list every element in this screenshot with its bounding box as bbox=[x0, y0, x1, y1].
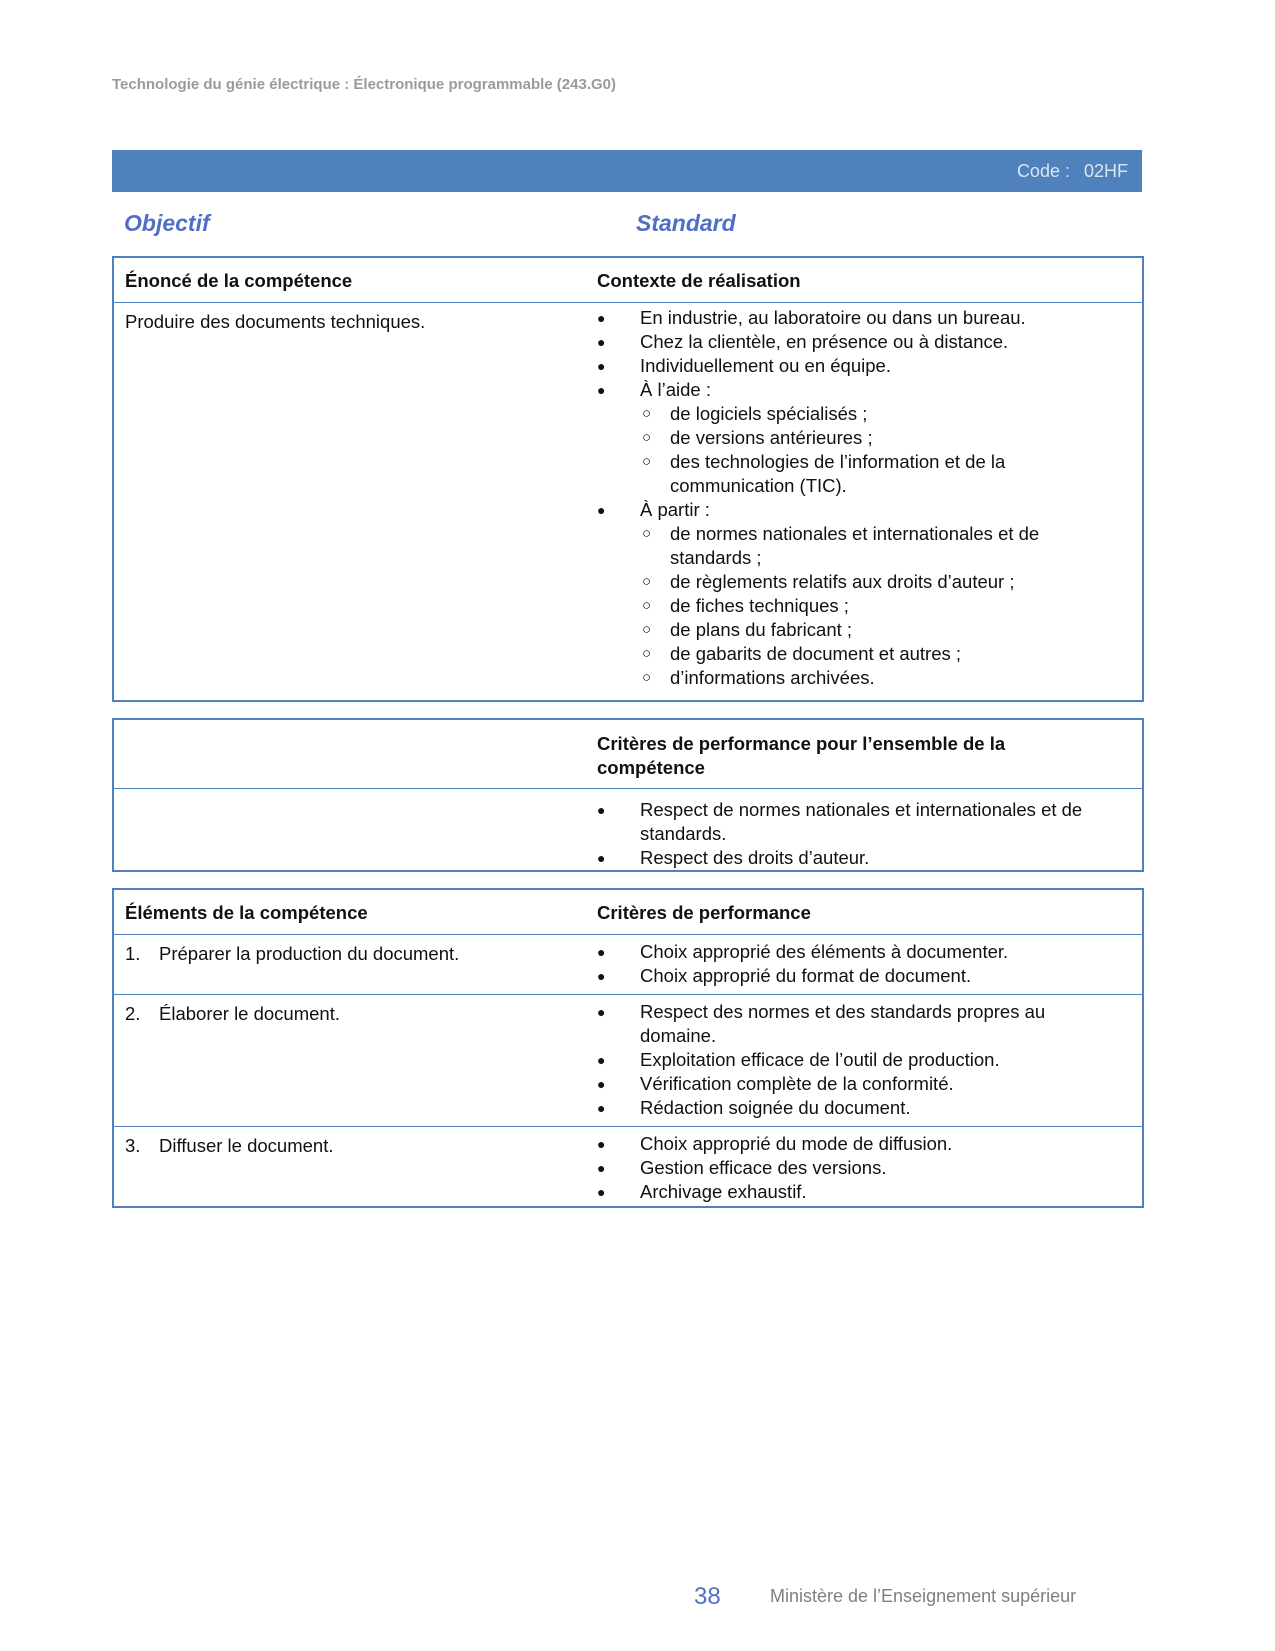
element-number: 2. bbox=[125, 1003, 141, 1024]
row-divider bbox=[114, 1126, 1142, 1127]
circle-bullet-icon: ○ bbox=[642, 429, 652, 446]
element-text: Préparer la production du document. bbox=[159, 943, 460, 964]
context-subitem: standards ; bbox=[670, 547, 762, 568]
header-divider bbox=[114, 788, 1142, 789]
overall-criteria-header-line: Critères de performance pour l’ensemble de la bbox=[597, 733, 1006, 754]
circle-bullet-icon: ○ bbox=[642, 645, 652, 662]
element-text: Élaborer le document. bbox=[159, 1003, 340, 1024]
overall-criterion: standards. bbox=[640, 823, 727, 844]
bullet-icon: ● bbox=[597, 1076, 606, 1092]
elements-table bbox=[112, 888, 1144, 1208]
overall-criteria-header-line: compétence bbox=[597, 757, 705, 778]
context-header: Contexte de réalisation bbox=[597, 270, 801, 291]
context-subitem: de plans du fabricant ; bbox=[670, 619, 853, 640]
context-subitem: d’informations archivées. bbox=[670, 667, 875, 688]
bullet-icon: ● bbox=[597, 850, 606, 866]
context-subitem: de règlements relatifs aux droits d’auteur ; bbox=[670, 571, 1015, 592]
performance-criterion: Choix approprié du format de document. bbox=[640, 965, 972, 986]
performance-criterion: Vérification complète de la conformité. bbox=[640, 1073, 954, 1094]
elements-header: Éléments de la compétence bbox=[125, 902, 368, 923]
element-number: 3. bbox=[125, 1135, 141, 1156]
bullet-icon: ● bbox=[597, 358, 606, 374]
context-subitem: de gabarits de document et autres ; bbox=[670, 643, 962, 664]
context-subitem: de normes nationales et internationales et de bbox=[670, 523, 1040, 544]
performance-criterion: Gestion efficace des versions. bbox=[640, 1157, 887, 1178]
bullet-icon: ● bbox=[597, 382, 606, 398]
bullet-icon: ● bbox=[597, 802, 606, 818]
performance-criterion: Choix approprié du mode de diffusion. bbox=[640, 1133, 953, 1154]
code-bar bbox=[112, 150, 1142, 192]
performance-criterion: Choix approprié des éléments à documenter. bbox=[640, 941, 1009, 962]
overall-criteria-table bbox=[112, 718, 1144, 872]
code-label: Code : bbox=[1016, 161, 1070, 181]
statement-header: Énoncé de la compétence bbox=[125, 270, 353, 291]
performance-header: Critères de performance bbox=[597, 902, 811, 923]
context-item: Individuellement ou en équipe. bbox=[640, 355, 891, 376]
page-number: 38 bbox=[694, 1583, 721, 1610]
element-text: Diffuser le document. bbox=[159, 1135, 334, 1156]
circle-bullet-icon: ○ bbox=[642, 597, 652, 614]
footer-ministry: Ministère de l’Enseignement supérieur bbox=[770, 1586, 1077, 1606]
subtitle-objectif: Objectif bbox=[124, 210, 210, 236]
bullet-icon: ● bbox=[597, 1136, 606, 1152]
bullet-icon: ● bbox=[597, 502, 606, 518]
context-subitem: des technologies de l’information et de la bbox=[670, 451, 1006, 472]
bullet-icon: ● bbox=[597, 334, 606, 350]
running-header: Technologie du génie électrique : Électronique programmable (243.G0) bbox=[112, 76, 616, 93]
context-item: Chez la clientèle, en présence ou à distance. bbox=[640, 331, 1009, 352]
performance-criterion: Respect des normes et des standards propres au bbox=[640, 1001, 1046, 1022]
performance-criterion: Rédaction soignée du document. bbox=[640, 1097, 911, 1118]
bullet-icon: ● bbox=[597, 944, 606, 960]
bullet-icon: ● bbox=[597, 1052, 606, 1068]
context-item: À l’aide : bbox=[640, 379, 711, 400]
bullet-icon: ● bbox=[597, 1004, 606, 1020]
context-subitem: de versions antérieures ; bbox=[670, 427, 873, 448]
subtitle-standard: Standard bbox=[636, 210, 736, 236]
context-subitem: de logiciels spécialisés ; bbox=[670, 403, 868, 424]
circle-bullet-icon: ○ bbox=[642, 453, 652, 470]
context-subitem: communication (TIC). bbox=[670, 475, 847, 496]
code-value: 02HF bbox=[1083, 161, 1128, 181]
element-number: 1. bbox=[125, 943, 141, 964]
context-item: À partir : bbox=[640, 499, 710, 520]
performance-criterion: Exploitation efficace de l’outil de production. bbox=[640, 1049, 1000, 1070]
circle-bullet-icon: ○ bbox=[642, 573, 652, 590]
circle-bullet-icon: ○ bbox=[642, 621, 652, 638]
bullet-icon: ● bbox=[597, 1160, 606, 1176]
header-divider bbox=[114, 302, 1142, 303]
competency-context-table bbox=[112, 256, 1144, 702]
bullet-icon: ● bbox=[597, 310, 606, 326]
circle-bullet-icon: ○ bbox=[642, 525, 652, 542]
overall-criterion: Respect des droits d’auteur. bbox=[640, 847, 870, 868]
bullet-icon: ● bbox=[597, 968, 606, 984]
context-subitem: de fiches techniques ; bbox=[670, 595, 849, 616]
row-divider bbox=[114, 994, 1142, 995]
circle-bullet-icon: ○ bbox=[642, 405, 652, 422]
bullet-icon: ● bbox=[597, 1184, 606, 1200]
overall-criterion: Respect de normes nationales et internationales et de bbox=[640, 799, 1083, 820]
context-item: En industrie, au laboratoire ou dans un bureau. bbox=[640, 307, 1026, 328]
circle-bullet-icon: ○ bbox=[642, 669, 652, 686]
competency-code bbox=[1003, 161, 1128, 182]
performance-criterion: Archivage exhaustif. bbox=[640, 1181, 807, 1202]
overall-criteria-header bbox=[597, 732, 1005, 780]
performance-criterion: domaine. bbox=[640, 1025, 717, 1046]
competency-statement: Produire des documents techniques. bbox=[125, 311, 426, 332]
header-divider bbox=[114, 934, 1142, 935]
bullet-icon: ● bbox=[597, 1100, 606, 1116]
